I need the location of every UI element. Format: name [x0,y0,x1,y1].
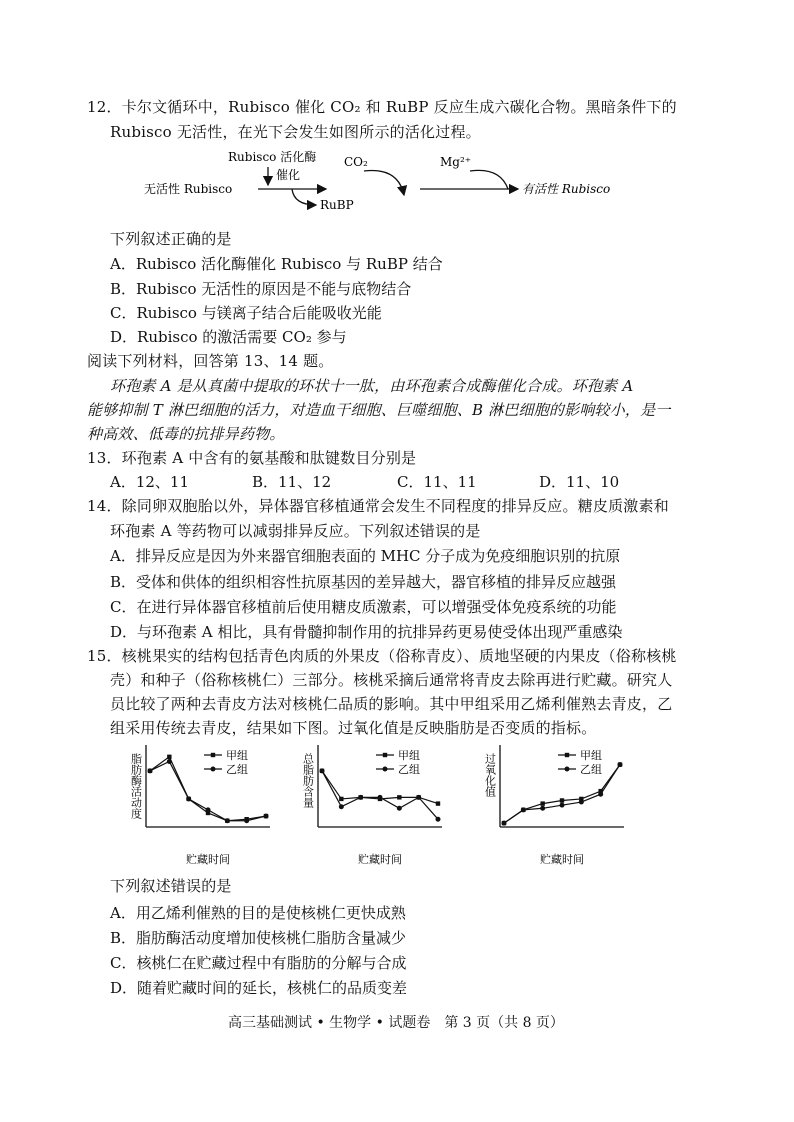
y-axis-label: 总脂肪含量 [301,753,315,808]
q12-stem-line2: Rubisco 无活性，在光下会发生如图所示的活化过程。 [110,123,481,141]
q15-option-d: D．随着贮藏时间的延长，核桃仁的品质变差 [110,979,408,997]
data-point-circle [358,795,363,800]
peroxide-value-chart [482,745,642,870]
q15-stem-line1: 15．核桃果实的结构包括青色肉质的外果皮（俗称青皮）、质地坚硬的内果皮（俗称核桃 [87,647,677,665]
data-point-square [436,801,440,805]
lipase-activity-chart [128,745,288,870]
data-point-circle [502,821,507,826]
activation-diagram [140,145,640,220]
data-point-circle [167,759,172,764]
q13-option-b: B．11、12 [252,473,332,491]
data-point-circle [560,803,565,808]
rubp-label: RuBP [320,198,354,212]
legend-square-marker [211,753,215,757]
data-point-circle [378,795,383,800]
q12-stem-line1: 12．卡尔文循环中，Rubisco 催化 CO₂ 和 RuBP 反应生成六碳化合物。黑暗条件下的 [87,98,677,116]
data-point-circle [416,795,421,800]
data-point-circle [264,814,269,819]
rubp-arrow [292,189,316,205]
data-point-circle [320,768,325,773]
y-axis-label: 脂肪酶活动度 [129,753,143,819]
q12-option-c: C．Rubisco 与镁离子结合后能吸收光能 [110,304,382,322]
data-point-circle [618,762,623,767]
q12-option-a: A．Rubisco 活化酶催化 Rubisco 与 RuBP 结合 [110,255,443,273]
q15-prompt: 下列叙述错误的是 [110,877,232,895]
q14-option-b: B．受体和供体的组织相容性抗原基因的差异越大，器官移植的排异反应越强 [110,573,617,591]
q12-option-d: D．Rubisco 的激活需要 CO₂ 参与 [110,328,347,346]
q15-option-b: B．脂肪酶活动度增加使核桃仁脂肪含量减少 [110,929,407,947]
data-point-square [540,801,544,805]
enzyme-label: Rubisco 活化酶 [228,150,317,164]
x-axis-label: 贮藏时间 [358,853,402,866]
mg-curve [470,170,508,189]
co2-arrow [364,171,404,196]
legend-square-marker [565,753,569,757]
data-point-square [397,795,401,799]
q12-option-b: B．Rubisco 无活性的原因是不能与底物结合 [110,280,412,298]
reading-line-1: 环孢素 A 是从真菌中提取的环状十一肽，由环孢素合成酶催化合成。环孢素 A [110,377,634,395]
legend-label: 甲组 [580,749,602,762]
active-rubisco-label: 有活性 Rubisco [522,182,611,196]
q14-option-a: A．排异反应是因为外来器官细胞表面的 MHC 分子成为免疫细胞识别的抗原 [110,547,621,565]
legend-circle-marker [565,767,570,772]
data-point-circle [186,796,191,801]
data-point-circle [521,807,526,812]
data-point-circle [244,818,249,823]
q12-prompt: 下列叙述正确的是 [110,230,232,248]
q13-stem: 13．环孢素 A 中含有的氨基酸和肽键数目分别是 [87,449,417,467]
q15-option-c: C．核桃仁在贮藏过程中有脂肪的分解与合成 [110,954,407,972]
legend-label: 乙组 [398,763,420,776]
co2-label: CO₂ [344,155,368,169]
data-point-circle [436,817,441,822]
q13-option-a: A．12、11 [110,473,190,491]
page-footer: 高三基础测试 • 生物学 • 试题卷 第 3 页（共 8 页） [228,1015,564,1031]
data-point-square [167,755,171,759]
reading-line-3: 种高效、低毒的抗排异药物。 [87,425,285,443]
data-point-circle [148,768,153,773]
legend-label: 甲组 [226,749,248,762]
legend-label: 乙组 [226,763,248,776]
q15-stem-line4: 组采用传统去青皮，结果如下图。过氧化值是反映脂肪是否变质的指标。 [110,719,597,737]
inactive-rubisco-label: 无活性 Rubisco [144,182,233,196]
legend-label: 乙组 [580,763,602,776]
q15-option-a: A．用乙烯利催熟的目的是使核桃仁更快成熟 [110,904,406,922]
q15-stem-line2: 壳）和种子（俗称核桃仁）三部分。核桃采摘后通常将青皮去除再进行贮藏。研究人 [110,671,673,689]
data-point-square [339,797,343,801]
reading-line-2: 能够抑制 T 淋巴细胞的活力，对造血干细胞、巨噬细胞、B 淋巴细胞的影响较小，是一 [87,401,671,419]
reading-intro: 阅读下列材料，回答第 13、14 题。 [87,352,334,370]
data-point-circle [540,806,545,811]
legend-square-marker [383,753,387,757]
q14-stem-line1: 14．除同卵双胞胎以外，异体器官移植通常会发生不同程度的排异反应。糖皮质激素和 [87,497,669,515]
y-axis-label: 过氧化值 [483,753,497,797]
mg-label: Mg²⁺ [440,155,472,169]
data-point-circle [579,800,584,805]
q14-stem-line2: 环孢素 A 等药物可以减弱排异反应。下列叙述错误的是 [110,522,481,540]
data-point-circle [339,804,344,809]
data-point-circle [598,792,603,797]
legend-circle-marker [211,767,216,772]
x-axis-label: 贮藏时间 [186,853,230,866]
catalyze-label: 催化 [276,168,301,182]
q15-stem-line3: 员比较了两种去青皮方法对核桃仁品质的影响。其中甲组采用乙烯利催熟去青皮，乙 [110,695,673,713]
legend-circle-marker [383,767,388,772]
total-fat-chart [300,745,460,870]
data-point-square [560,798,564,802]
x-axis-label: 贮藏时间 [540,853,584,866]
data-point-circle [206,807,211,812]
data-point-circle [397,806,402,811]
q13-option-c: C．11、11 [397,473,477,491]
q13-option-d: D．11、10 [539,473,620,491]
legend-label: 甲组 [398,749,420,762]
data-point-circle [225,818,230,823]
q14-option-d: D．与环孢素 A 相比，具有骨髓抑制作用的抗排异药更易使受体出现严重感染 [110,623,623,641]
q14-option-c: C．在进行异体器官移植前后使用糖皮质激素，可以增强受体免疫系统的功能 [110,598,617,616]
